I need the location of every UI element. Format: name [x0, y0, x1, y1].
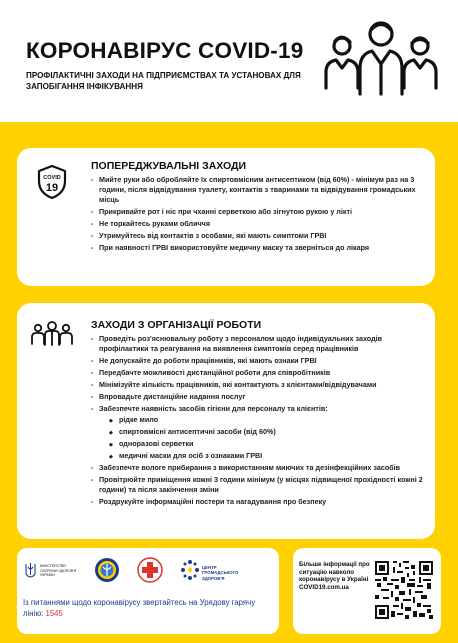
header-section: [0, 0, 458, 122]
shield-icon: [36, 164, 68, 200]
hygiene-item: ◆ рідке мило: [109, 415, 429, 425]
hygiene-item: ◆ медичні маски для осіб з ознаками ГРВІ: [109, 451, 429, 461]
hygiene-item: ◆ одноразові серветки: [109, 439, 429, 449]
hygiene-item: ◆ спиртовмісні антисептичні засоби (від 60%): [109, 427, 429, 437]
footer-info-panel: [293, 548, 441, 634]
prevention-list: [91, 175, 429, 255]
prevention-title: ПОПЕРЕДЖУВАЛЬНІ ЗАХОДИ: [91, 160, 247, 172]
trident-icon: [25, 562, 36, 578]
list-item: - Мийте руки або обробляйте їх спиртовмісним антисептиком (від 60%) - мінімум раз на 3 години, після відвідування туалету, контактів з тваринами та відвідування громадських місць: [91, 175, 429, 205]
ministry-logo: [25, 556, 83, 586]
hygiene-intro: Забезпечте наявність засобів гігієни для персоналу та клієнтів:: [99, 404, 328, 413]
list-item: - Забезпечте вологе прибирання з використанням миючих та дезінфекційних засобів: [91, 463, 429, 473]
list-item: - При наявності ГРВІ використовуйте медичну маску та зверніться до лікаря: [91, 243, 429, 253]
list-item: - Не допускайте до роботи працівників, які мають ознаки ГРВІ: [91, 356, 429, 366]
covid-badge-label: COVID: [43, 175, 61, 181]
work-card: [17, 303, 435, 539]
covid-badge-number: 19: [45, 182, 59, 194]
hotline-label: Із питаннями щодо коронавірусу звертайтесь на Урядову гарячу лінію:: [23, 598, 256, 618]
footer-logos-panel: [17, 548, 279, 634]
work-title: ЗАХОДИ З ОРГАНІЗАЦІЇ РОБОТИ: [91, 319, 262, 331]
people-group-icon: [322, 16, 440, 96]
list-item: - Прикривайте рот і ніс при чханні серветкою або зігнутою рукою у лікті: [91, 207, 429, 217]
red-cross-icon: [137, 557, 163, 583]
qr-code-icon: [375, 561, 433, 619]
list-item: - Впровадьте дистанційне надання послуг: [91, 392, 429, 402]
page-title: КОРОНАВІРУС COVID-19: [26, 38, 304, 63]
list-item: - Передбачте можливості дистанційної роботи для співробітників: [91, 368, 429, 378]
list-item: - Проведіть роз'яснювальну роботу з персоналом щодо індивідуальних заходів профілактики та реагування на виявлення симптомів серед працівників: [91, 334, 429, 354]
list-item: - Не торкайтесь руками обличчя: [91, 219, 429, 229]
workers-icon: [30, 320, 74, 346]
prevention-card: [17, 148, 435, 286]
public-health-center-label: ЦЕНТР ГРОМАДСЬКОГО ЗДОРОВ'Я: [202, 565, 239, 581]
hygiene-list: [99, 415, 429, 461]
public-health-center-logo: [181, 556, 271, 586]
hotline-number: 1545: [45, 609, 63, 618]
emblem-icon: [94, 557, 120, 583]
hotline-text: [23, 597, 273, 619]
list-item: - Провітрюйте приміщення кожні 3 години мінімум (у місцях підвищеної прохідності кожні 2 години) та після закінчення зміни: [91, 475, 429, 495]
list-item: - Утримуйтесь від контактів з особами, які мають симптоми ГРВІ: [91, 231, 429, 241]
work-list: [91, 334, 429, 509]
health-center-icon: [181, 559, 199, 581]
page-subtitle: ПРОФІЛАКТИЧНІ ЗАХОДИ НА ПІДПРИЄМСТВАХ ТА УСТАНОВАХ ДЛЯ ЗАПОБІГАННЯ ІНФІКУВАННЯ: [26, 71, 301, 91]
info-text: Більше інформації про ситуацію навколо коронавірусу в Україні COVID19.com.ua: [299, 561, 370, 591]
ministry-label: МІНІСТЕРСТВО ОХОРОНИ ЗДОРОВ'Я УКРАЇНИ: [40, 564, 77, 578]
list-item: [91, 404, 429, 461]
list-item: - Мінімізуйте кількість працівників, які контактують з клієнтами/відвідувачами: [91, 380, 429, 390]
list-item: - Роздрукуйте інформаційні постери та нагадування про безпеку: [91, 497, 429, 507]
